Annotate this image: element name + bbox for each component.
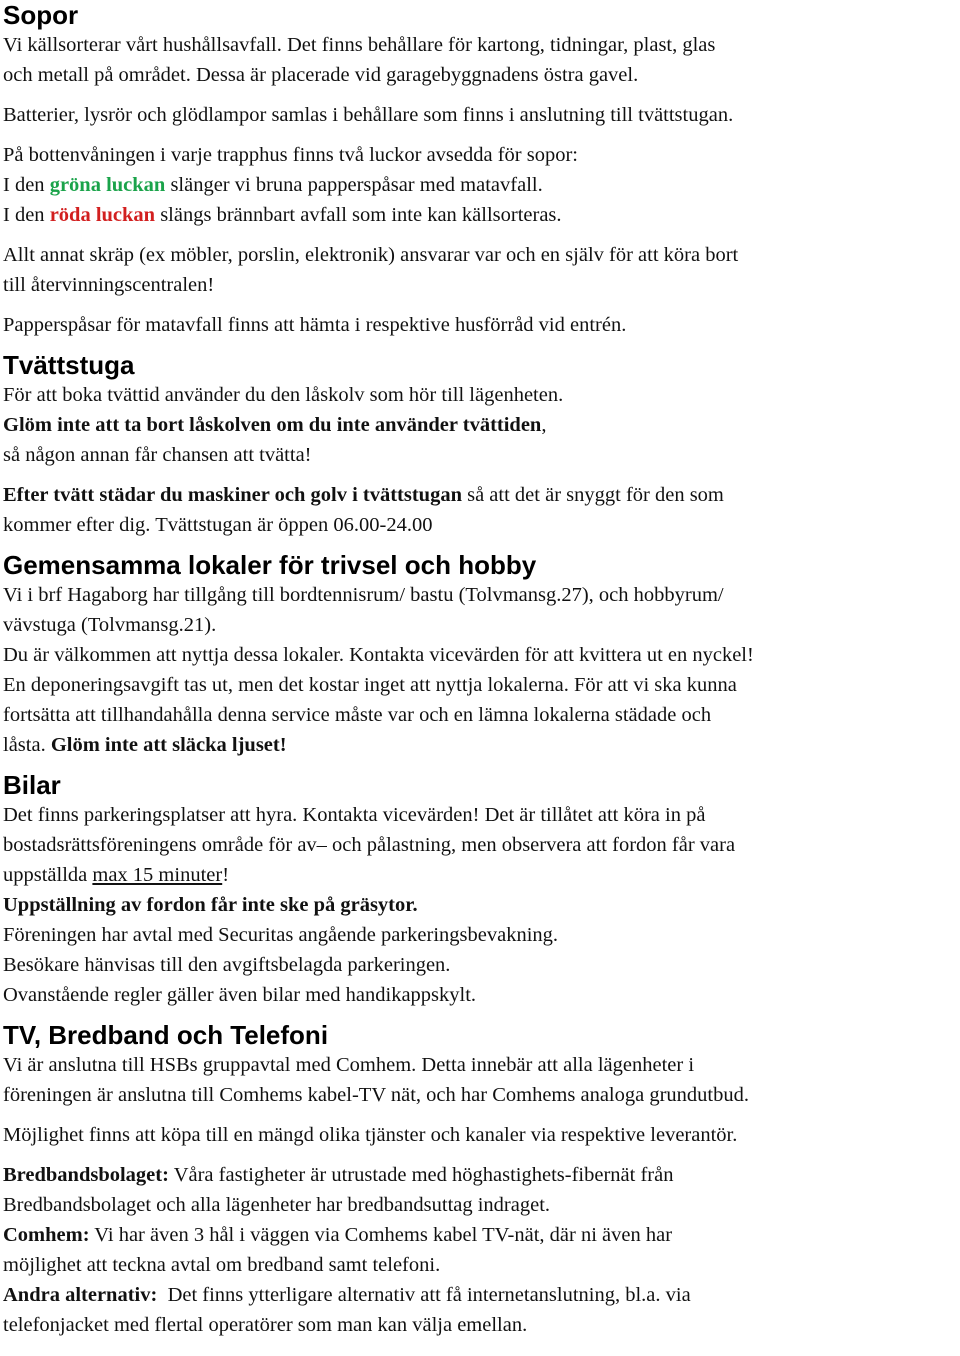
text-line: telefonjacket med flertal operatörer som man kan välja emellan.	[3, 1314, 528, 1336]
text-line: Det finns parkeringsplatser att hyra. Kontakta vicevärden! Det är tillåtet att köra in på	[3, 804, 706, 826]
heading-sopor: Sopor	[3, 0, 79, 30]
text-line: En deponeringsavgift tas ut, men det kostar inget att nyttja lokalerna. För att vi ska kunna	[3, 674, 737, 696]
heading-bilar: Bilar	[3, 770, 61, 800]
text-line: Uppställning av fordon får inte ske på gräsytor.	[3, 894, 418, 916]
text-line: låsta. Glöm inte att släcka ljuset!	[3, 734, 287, 756]
text-line: Föreningen har avtal med Securitas angående parkeringsbevakning.	[3, 924, 559, 946]
text-line: och metall på området. Dessa är placerade vid garagebyggnadens östra gavel.	[3, 64, 639, 86]
text-line: Allt annat skräp (ex möbler, porslin, elektronik) ansvarar var och en själv för att köra bort	[3, 244, 739, 266]
text-line: På bottenvåningen i varje trapphus finns två luckor avsedda för sopor:	[3, 144, 578, 166]
red-hatch-label: röda luckan	[49, 204, 156, 226]
text-line: så någon annan får chansen att tvätta!	[3, 444, 312, 466]
green-hatch-label: gröna luckan	[49, 174, 166, 196]
text-line: Besökare hänvisas till den avgiftsbelagda parkeringen.	[3, 954, 451, 976]
text-line-red-hatch: I den röda luckan slängs brännbart avfall som inte kan källsorteras.	[3, 204, 562, 226]
text-line: Bredbandsbolaget och alla lägenheter har bredbandsuttag indraget.	[3, 1194, 551, 1216]
text-line: till återvinningscentralen!	[3, 274, 215, 296]
text-line: Vi källsorterar vårt hushållsavfall. Det finns behållare för kartong, tidningar, plast, glas	[3, 34, 716, 56]
heading-lokaler: Gemensamma lokaler för trivsel och hobby	[3, 550, 537, 580]
section-tv	[3, 1020, 959, 1340]
underlined-time-limit: max 15 minuter	[92, 864, 223, 886]
text-line: föreningen är anslutna till Comhems kabel-TV nät, och har Comhems analoga grundutbud.	[3, 1084, 749, 1106]
text-line: vävstuga (Tolvmansg.21).	[3, 614, 217, 636]
text-line: Comhem: Vi har även 3 hål i väggen via Comhems kabel TV-nät, där ni även har	[3, 1224, 673, 1246]
text-line: bostadsrättsföreningens område för av– och pålastning, men observera att fordon får vara	[3, 834, 736, 856]
text-line: Batterier, lysrör och glödlampor samlas i behållare som finns i anslutning till tvättstugan.	[3, 104, 734, 126]
document-page	[3, 0, 959, 1340]
text-line: uppställda max 15 minuter!	[3, 864, 230, 886]
text-line: Vi är anslutna till HSBs gruppavtal med Comhem. Detta innebär att alla lägenheter i	[3, 1054, 695, 1076]
text-line: Möjlighet finns att köpa till en mängd olika tjänster och kanaler via respektive leverantör.	[3, 1124, 738, 1146]
text-line: Efter tvätt städar du maskiner och golv i tvättstugan så att det är snyggt för den som	[3, 484, 724, 506]
text-line: Du är välkommen att nyttja dessa lokaler. Kontakta vicevärden för att kvittera ut en nyckel!	[3, 644, 754, 666]
text-line: Vi i brf Hagaborg har tillgång till bordtennisrum/ bastu (Tolvmansg.27), och hobbyrum/	[3, 584, 724, 606]
text-line: Ovanstående regler gäller även bilar med handikappskylt.	[3, 984, 477, 1006]
section-bilar	[3, 770, 959, 1010]
text-line: Bredbandsbolaget: Våra fastigheter är utrustade med höghastighets-fibernät från	[3, 1164, 674, 1186]
text-line: Andra alternativ: Det finns ytterligare alternativ att få internetanslutning, bl.a. via	[3, 1284, 691, 1306]
section-sopor	[3, 0, 959, 340]
text-line: möjlighet att teckna avtal om bredband samt telefoni.	[3, 1254, 441, 1276]
heading-tvattstuga: Tvättstuga	[3, 350, 135, 380]
text-line: För att boka tvättid använder du den låskolv som hör till lägenheten.	[3, 384, 564, 406]
section-lokaler	[3, 550, 959, 760]
text-line: kommer efter dig. Tvättstugan är öppen 06.00-24.00	[3, 514, 433, 536]
text-line: Glöm inte att ta bort låskolven om du inte använder tvättiden,	[3, 414, 547, 436]
text-line: Papperspåsar för matavfall finns att hämta i respektive husförråd vid entrén.	[3, 314, 627, 336]
section-tvattstuga	[3, 350, 959, 540]
heading-tv: TV, Bredband och Telefoni	[3, 1020, 329, 1050]
text-line-green-hatch: I den gröna luckan slänger vi bruna papperspåsar med matavfall.	[3, 174, 543, 196]
text-line: fortsätta att tillhandahålla denna service måste var och en lämna lokalerna städade och	[3, 704, 712, 726]
